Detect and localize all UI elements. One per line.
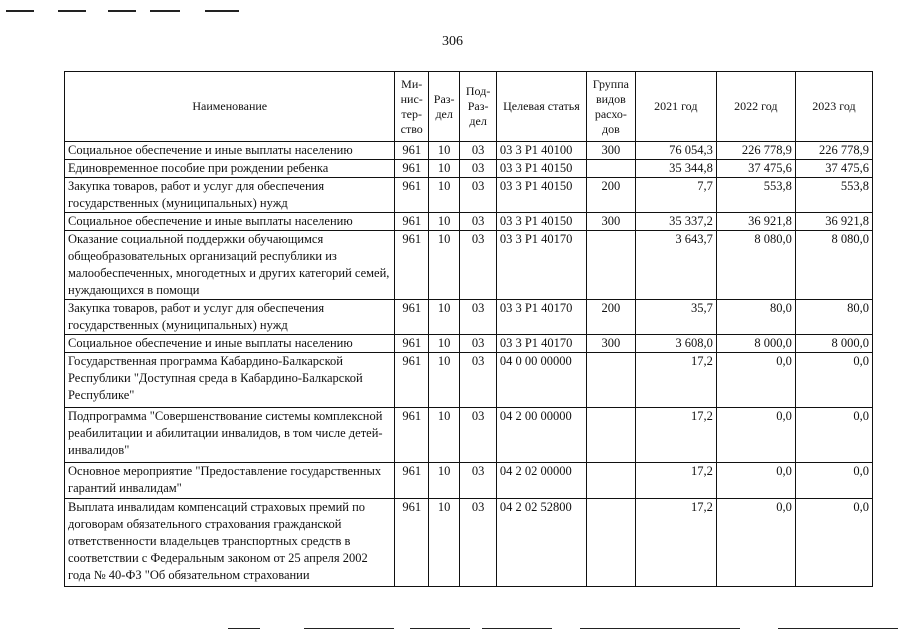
row-razdel: 10 [428,499,459,587]
row-2022: 226 778,9 [716,142,795,160]
row-podrazdel: 03 [460,463,496,499]
row-2021: 17,2 [635,463,716,499]
row-razdel: 10 [428,335,459,353]
row-razdel: 10 [428,463,459,499]
row-podrazdel: 03 [460,213,496,231]
row-2023: 8 000,0 [795,335,872,353]
row-name: Закупка товаров, работ и услуг для обеспечения государственных (муниципальных) нужд [65,178,395,213]
row-celevaya: 03 3 P1 40150 [496,213,586,231]
page-number: 306 [442,34,463,49]
row-ministry: 961 [395,142,428,160]
row-ministry: 961 [395,499,428,587]
row-group: 200 [587,178,636,213]
table-row [65,353,873,408]
row-ministry: 961 [395,463,428,499]
row-podrazdel: 03 [460,408,496,463]
row-2021: 35,7 [635,300,716,335]
row-ministry: 961 [395,335,428,353]
header-group: Группа видов расхо-дов [587,72,636,142]
table-row [65,300,873,335]
row-podrazdel: 03 [460,499,496,587]
row-2021: 35 344,8 [635,160,716,178]
row-group: 300 [587,213,636,231]
row-ministry: 961 [395,353,428,408]
row-ministry: 961 [395,213,428,231]
scan-edge-mark [205,10,239,12]
row-ministry: 961 [395,300,428,335]
row-2022: 80,0 [716,300,795,335]
row-razdel: 10 [428,142,459,160]
header-name: Наименование [65,72,395,142]
row-podrazdel: 03 [460,335,496,353]
row-2023: 0,0 [795,463,872,499]
row-razdel: 10 [428,213,459,231]
row-group [587,463,636,499]
row-name: Оказание социальной поддержки обучающимся общеобразовательных организаций республики из малообеспеченных, многодетных и других категорий семей, нуждающихся в помощи [65,231,395,300]
row-celevaya: 03 3 P1 40170 [496,335,586,353]
row-group [587,231,636,300]
row-razdel: 10 [428,408,459,463]
header-podrazdel: Под-Раз-дел [460,72,496,142]
row-group [587,408,636,463]
row-2021: 76 054,3 [635,142,716,160]
row-razdel: 10 [428,300,459,335]
row-name: Выплата инвалидам компенсаций страховых премий по договорам обязательного страхования гражданской ответственности владельцев транспортных средств в соответствии с Федеральным законом от 25 апреля 2002 года № 40-ФЗ "Об обязательном страховании [65,499,395,587]
table-row [65,231,873,300]
row-group: 200 [587,300,636,335]
row-2021: 35 337,2 [635,213,716,231]
row-celevaya: 04 0 00 00000 [496,353,586,408]
row-celevaya: 03 3 P1 40170 [496,231,586,300]
row-2022: 0,0 [716,408,795,463]
row-2022: 36 921,8 [716,213,795,231]
row-2023: 226 778,9 [795,142,872,160]
row-2021: 17,2 [635,499,716,587]
header-razdel: Раз-дел [428,72,459,142]
row-celevaya: 04 2 02 00000 [496,463,586,499]
table-row [65,142,873,160]
row-celevaya: 03 3 P1 40150 [496,178,586,213]
budget-table [64,71,873,587]
row-podrazdel: 03 [460,231,496,300]
row-name: Социальное обеспечение и иные выплаты населению [65,335,395,353]
row-celevaya: 03 3 P1 40170 [496,300,586,335]
header-ministry: Ми-нис-тер-ство [395,72,428,142]
row-group [587,353,636,408]
row-2023: 8 080,0 [795,231,872,300]
scan-bottom-mark [482,628,552,629]
header-2023: 2023 год [795,72,872,142]
scan-edge-mark [108,10,136,12]
scan-bottom-mark [778,628,898,629]
row-name: Социальное обеспечение и иные выплаты населению [65,142,395,160]
row-razdel: 10 [428,353,459,408]
row-podrazdel: 03 [460,142,496,160]
row-2023: 0,0 [795,499,872,587]
row-name: Социальное обеспечение и иные выплаты населению [65,213,395,231]
row-group: 300 [587,142,636,160]
row-razdel: 10 [428,160,459,178]
table-row [65,335,873,353]
row-ministry: 961 [395,408,428,463]
header-celevaya: Целевая статья [496,72,586,142]
row-2023: 36 921,8 [795,213,872,231]
row-2022: 0,0 [716,463,795,499]
header-2021: 2021 год [635,72,716,142]
row-2021: 7,7 [635,178,716,213]
row-2022: 553,8 [716,178,795,213]
row-podrazdel: 03 [460,160,496,178]
table-row [65,463,873,499]
row-2022: 8 000,0 [716,335,795,353]
row-2023: 0,0 [795,408,872,463]
row-2022: 8 080,0 [716,231,795,300]
row-2023: 0,0 [795,353,872,408]
scan-bottom-mark [410,628,470,629]
row-name: Основное мероприятие "Предоставление государственных гарантий инвалидам" [65,463,395,499]
row-group: 300 [587,335,636,353]
row-celevaya: 03 3 P1 40150 [496,160,586,178]
table-row [65,213,873,231]
row-celevaya: 03 3 P1 40100 [496,142,586,160]
row-2023: 80,0 [795,300,872,335]
table-header-row [65,72,873,142]
row-razdel: 10 [428,178,459,213]
row-ministry: 961 [395,231,428,300]
row-name: Закупка товаров, работ и услуг для обеспечения государственных (муниципальных) нужд [65,300,395,335]
row-podrazdel: 03 [460,300,496,335]
row-name: Государственная программа Кабардино-Балкарской Республики "Доступная среда в Кабардино-Балкарской Республике" [65,353,395,408]
row-ministry: 961 [395,178,428,213]
scan-edge-mark [6,10,34,12]
scan-edge-mark [150,10,180,12]
row-razdel: 10 [428,231,459,300]
header-2022: 2022 год [716,72,795,142]
table-row [65,408,873,463]
row-2023: 37 475,6 [795,160,872,178]
row-2022: 0,0 [716,499,795,587]
row-2023: 553,8 [795,178,872,213]
row-2021: 17,2 [635,353,716,408]
row-2021: 17,2 [635,408,716,463]
table-row [65,160,873,178]
row-celevaya: 04 2 00 00000 [496,408,586,463]
row-name: Подпрограмма "Совершенствование системы комплексной реабилитации и абилитации инвалидов, в том числе детей-инвалидов" [65,408,395,463]
row-ministry: 961 [395,160,428,178]
table-row [65,178,873,213]
row-2022: 37 475,6 [716,160,795,178]
row-group [587,499,636,587]
row-celevaya: 04 2 02 52800 [496,499,586,587]
row-2021: 3 643,7 [635,231,716,300]
row-2022: 0,0 [716,353,795,408]
row-podrazdel: 03 [460,353,496,408]
scan-bottom-mark [580,628,740,629]
row-2021: 3 608,0 [635,335,716,353]
scan-bottom-mark [304,628,394,629]
row-name: Единовременное пособие при рождении ребенка [65,160,395,178]
row-group [587,160,636,178]
row-podrazdel: 03 [460,178,496,213]
scan-bottom-mark [228,628,260,629]
scan-edge-mark [58,10,86,12]
table-row [65,499,873,587]
